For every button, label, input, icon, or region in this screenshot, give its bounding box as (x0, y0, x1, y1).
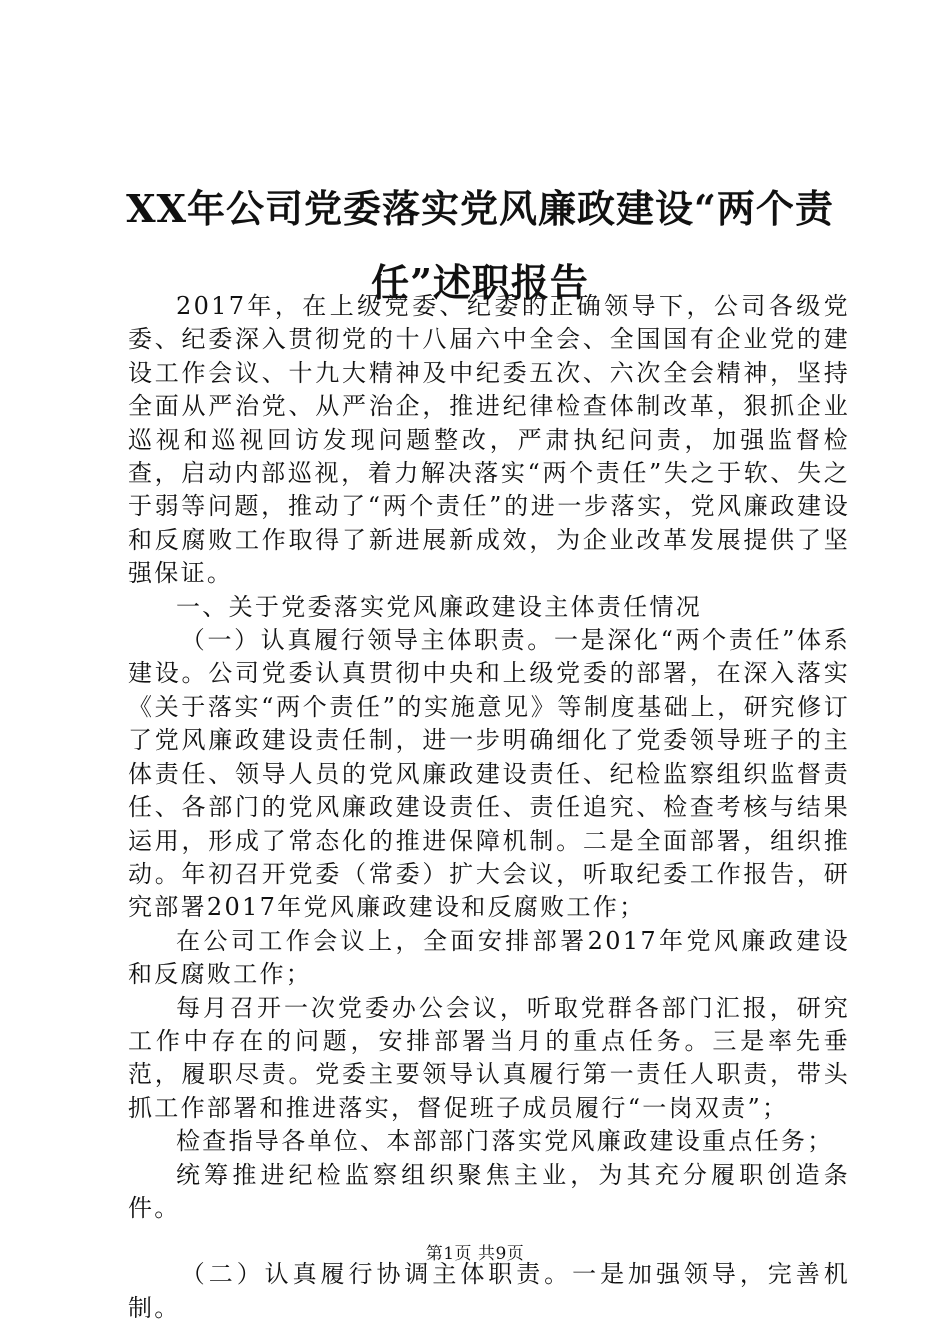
paragraph-monthly-meeting: 每月召开一次党委办公会议，听取党群各部门汇报，研究工作中存在的问题，安排部署当月的重点任务。三是率先垂范，履职尽责。党委主要领导认真履行第一责任人职责，带头抓工作部署和推进落实，督促班子成员履行“一岗双责”； (128, 993, 850, 1122)
paragraph-coordination: 统筹推进纪检监察组织聚焦主业，为其充分履职创造条件。 (128, 1160, 850, 1222)
document-body (128, 290, 850, 1325)
paragraph-subsection-2: （二）认真履行协调主体职责。一是加强领导，完善机制。 (128, 1260, 850, 1322)
section-heading-1: 一、关于党委落实党风廉政建设主体责任情况 (176, 592, 702, 621)
paragraph-inspection: 检查指导各单位、本部部门落实党风廉政建设重点任务； (176, 1127, 834, 1156)
title-line-1: XX年公司党委落实党风廉政建设“两个责 (126, 186, 834, 231)
page-footer: 第1页 共9页 (425, 1244, 525, 1264)
paragraph-intro: 2017年，在上级党委、纪委的正确领导下，公司各级党委、纪委深入贯彻党的十八届六中全会、全国国有企业党的建设工作会议、十九大精神及中纪委五次、六次全会精神，坚持全面从严治党、从严治企，推进纪律检查体制改革，狠抓企业巡视和巡视回访发现问题整改，严肃执纪问责，加强监督检查，启动内部巡视，着力解决落实“两个责任”失之于软、失之于弱等问题，推动了“两个责任”的进一步落实，党风廉政建设和反腐败工作取得了新进展新成效，为企业改革发展提供了坚强保证。 (128, 292, 850, 588)
paragraph-subsection-1: （一）认真履行领导主体职责。一是深化“两个责任”体系建设。公司党委认真贯彻中央和上级党委的部署，在深入落实《关于落实“两个责任”的实施意见》等制度基础上，研究修订了党风廉政建设责任制，进一步明确细化了党委领导班子的主体责任、领导人员的党风廉政建设责任、纪检监察组织监督责任、各部门的党风廉政建设责任、责任追究、检查考核与结果运用，形成了常态化的推进保障机制。二是全面部署，组织推动。年初召开党委（常委）扩大会议，听取纪委工作报告，研究部署2017年党风廉政建设和反腐败工作； (128, 626, 850, 922)
paragraph-company-meeting: 在公司工作会议上，全面安排部署2017年党风廉政建设和反腐败工作； (128, 926, 850, 989)
title-line-2: 任”述职报告 (371, 260, 589, 305)
